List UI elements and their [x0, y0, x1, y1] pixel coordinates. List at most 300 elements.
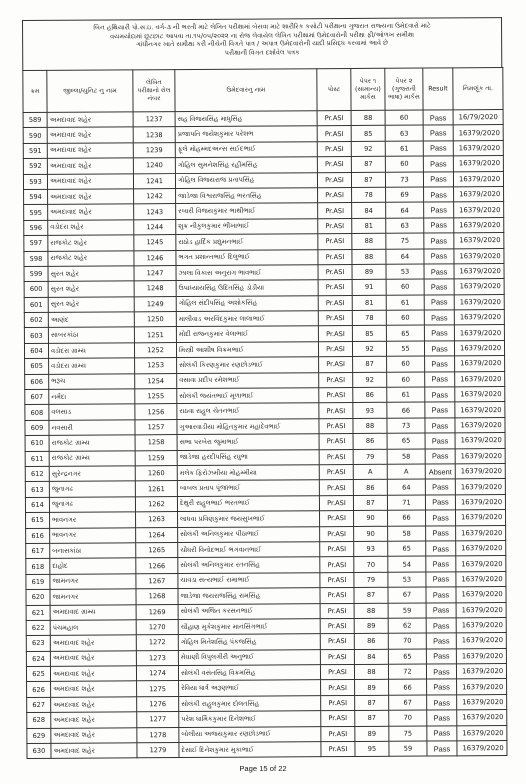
cell-sr: 618: [26, 559, 50, 575]
cell-paper2: 61: [386, 295, 424, 311]
cell-post: Pr.ASI: [320, 557, 354, 573]
cell-post: Pr.ASI: [320, 649, 354, 665]
table-body: [23, 110, 507, 759]
cell-paper2: 64: [386, 202, 424, 218]
column-header-district: જીલ્લા/યુનિટ નુ નામ: [47, 70, 133, 113]
cell-date: 16379/2020: [455, 448, 505, 464]
cell-district: સુરત શહેર: [48, 266, 134, 282]
cell-date: 16379/2020: [454, 294, 504, 310]
cell-date: 16379/2020: [454, 263, 504, 279]
cell-name: ચૌધરી વિનોદભાઈ ભગવાનભાઈ: [178, 542, 320, 558]
cell-roll: 1248: [134, 281, 176, 297]
cell-result: Pass: [424, 187, 454, 203]
cell-paper2: 60: [387, 356, 425, 372]
cell-district: અમદાવાદ શહેર: [48, 189, 134, 205]
cell-post: Pr.ASI: [318, 203, 352, 219]
cell-district: ભાવનગર: [50, 527, 136, 543]
cell-paper1: 86: [353, 433, 387, 449]
cell-paper2: 58: [388, 526, 426, 542]
cell-post: Pr.ASI: [320, 588, 354, 604]
cell-paper1: 86: [354, 634, 388, 650]
cell-sr: 619: [26, 574, 50, 590]
cell-date: 16379/2020: [456, 571, 506, 587]
cell-post: Pr.ASI: [319, 464, 353, 480]
cell-post: Pr.ASI: [318, 311, 352, 327]
cell-paper2: 72: [388, 664, 426, 680]
cell-date: 16379/2020: [454, 248, 504, 264]
cell-district: ભરૂચ: [49, 373, 135, 389]
cell-name: પરેશ ધાર્મિકકુમાર દિનેશભાઈ: [179, 711, 321, 727]
cell-name: જાડેજા વિશ્વરાજસિંહ ભરતસિંહ: [176, 188, 318, 204]
cell-date: 16379/2020: [454, 233, 504, 249]
header-line: ગાંધીનગર ખાતે સમીક્ષા કરી નીચેની વિગતે પાત્ર / અપાત્ર ઉમેદવારોની યાદી પ્રસિદ્ધ કરવામાં આવે છે: [136, 38, 389, 49]
cell-paper1: 87: [355, 695, 389, 711]
cell-roll: 1239: [133, 142, 175, 158]
cell-result: Pass: [425, 448, 455, 464]
cell-roll: 1265: [136, 542, 178, 558]
cell-date: 16379/2020: [454, 340, 504, 356]
cell-paper2: 60: [387, 372, 425, 388]
cell-paper2: 53: [388, 572, 426, 588]
cell-name: મોદી રાજનકુમાર વેલાભાઈ: [176, 326, 318, 342]
cell-district: સુરત શહેર: [48, 281, 134, 297]
cell-district: પંચમહાલ: [50, 620, 136, 636]
cell-name: સોલંકી જયંતભાઈ મૂળાભાઈ: [177, 388, 319, 404]
cell-roll: 1250: [134, 312, 176, 328]
cell-paper1: 90: [354, 510, 388, 526]
cell-sr: 605: [25, 359, 49, 375]
cell-sr: 629: [27, 728, 51, 744]
cell-district: સુરેન્દ્રનગર: [49, 466, 135, 482]
cell-paper1: 89: [355, 680, 389, 696]
cell-paper2: A: [387, 464, 425, 480]
cell-name: રબારી વિજયકુમાર ભાથીભાઈ: [176, 203, 318, 219]
cell-sr: 616: [26, 528, 50, 544]
cell-paper2: 71: [387, 495, 425, 511]
cell-paper2: 70: [389, 710, 427, 726]
cell-district: અમદાવાદ શહેર: [51, 743, 137, 759]
cell-paper2: 63: [386, 218, 424, 234]
cell-sr: 599: [24, 266, 48, 282]
cell-paper2: 75: [386, 233, 424, 249]
cell-paper1: 85: [352, 326, 386, 342]
cell-post: Pr.ASI: [318, 264, 352, 280]
cell-sr: 592: [23, 159, 47, 175]
cell-roll: 1243: [134, 204, 176, 220]
cell-name: સોલંકી અનિલકુમાર રતનસિંહ: [178, 557, 320, 573]
cell-date: 16379/2020: [456, 587, 506, 603]
cell-result: Pass: [427, 679, 457, 695]
cell-paper1: 95: [355, 741, 389, 757]
cell-paper1: 78: [352, 310, 386, 326]
cell-name: ફૂલે મોહમ્મદઅન્સ સઈદભાઈ: [175, 141, 317, 157]
cell-sr: 594: [24, 189, 48, 205]
cell-name: ભગત પ્રશાન્તભાઈ દિલુભાઈ: [176, 249, 318, 265]
cell-sr: 622: [26, 620, 50, 636]
cell-roll: 1237: [133, 112, 175, 128]
cell-name: સોલંકી અનિલકુમાર પીઠાભાઈ: [178, 526, 320, 542]
cell-name: ચૌહાણ મુકેશકુમાર માનસિંગભાઈ: [178, 619, 320, 635]
cell-paper2: 67: [389, 695, 427, 711]
cell-sr: 591: [23, 143, 47, 159]
cell-paper1: 88: [352, 233, 386, 249]
cell-paper1: 92: [353, 372, 387, 388]
cell-sr: 597: [24, 235, 48, 251]
column-header-roll: લેખિત પરીક્ષાનો રોલ નંબર: [133, 70, 175, 112]
cell-sr: 610: [25, 436, 49, 452]
cell-name: રાઠોડ હાર્દિક પ્રદ્યુમનભાઈ: [176, 234, 318, 250]
cell-district: જુનાગઢ: [49, 497, 135, 513]
cell-date: 16379/2020: [455, 356, 505, 372]
cell-paper1: 87: [353, 357, 387, 373]
cell-post: Pr.ASI: [318, 280, 352, 296]
cell-sr: 625: [26, 666, 50, 682]
cell-date: 16379/2020: [456, 510, 506, 526]
cell-paper1: 79: [354, 572, 388, 588]
cell-post: Pr.ASI: [321, 726, 355, 742]
cell-sr: 604: [24, 343, 48, 359]
cell-post: Pr.ASI: [321, 680, 355, 696]
cell-district: બનાસકાંઠા: [50, 543, 136, 559]
cell-result: Pass: [424, 295, 454, 311]
cell-roll: 1279: [137, 743, 179, 759]
cell-roll: 1249: [134, 296, 176, 312]
cell-paper1: 89: [355, 726, 389, 742]
cell-district: રાજકોટ ગ્રામ્ય: [49, 435, 135, 451]
cell-sr: 627: [27, 697, 51, 713]
cell-roll: 1264: [136, 527, 178, 543]
cell-roll: 1251: [134, 327, 176, 343]
cell-name: સોલંકી વસંતસિંહ વિક્રમસિંહ: [178, 665, 320, 681]
cell-date: 16379/2020: [456, 664, 506, 680]
cell-paper2: 73: [385, 172, 423, 188]
cell-date: 16379/2020: [457, 725, 507, 741]
cell-roll: 1260: [135, 466, 177, 482]
cell-post: Pr.ASI: [320, 572, 354, 588]
cell-sr: 602: [24, 312, 48, 328]
cell-post: Pr.ASI: [317, 141, 351, 157]
cell-roll: 1242: [134, 189, 176, 205]
cell-result: Pass: [424, 310, 454, 326]
cell-result: Pass: [423, 125, 453, 141]
cell-result: Pass: [426, 556, 456, 572]
cell-result: Pass: [424, 325, 454, 341]
cell-result: Pass: [424, 341, 454, 357]
cell-post: Pr.ASI: [320, 541, 354, 557]
cell-paper2: 65: [388, 649, 426, 665]
cell-date: 16379/2020: [453, 125, 503, 141]
cell-sr: 624: [26, 651, 50, 667]
cell-roll: 1275: [137, 681, 179, 697]
cell-result: Pass: [426, 649, 456, 665]
column-header-date: નિમણૂંક તા.: [453, 68, 503, 110]
cell-result: Pass: [424, 264, 454, 280]
cell-name: શુક્ર નીકુલકુમાર ભીખાભાઈ: [176, 218, 318, 234]
cell-roll: 1266: [136, 558, 178, 574]
cell-paper2: 65: [388, 541, 426, 557]
cell-date: 16379/2020: [454, 202, 504, 218]
cell-paper2: 70: [388, 633, 426, 649]
cell-result: Pass: [424, 279, 454, 295]
cell-date: 16379/2020: [455, 433, 505, 449]
cell-date: 16379/2020: [454, 217, 504, 233]
cell-district: વલસાડ: [49, 404, 135, 420]
cell-name: બાબલ પ્રતાપ પૂંજાભાઈ: [177, 480, 319, 496]
cell-paper1: 88: [353, 418, 387, 434]
cell-sr: 601: [24, 297, 48, 313]
cell-name: સોલંકી કિરણકુમાર રણછોડભાઈ: [177, 357, 319, 373]
cell-paper2: 64: [387, 479, 425, 495]
column-header-sr: ક્રમ: [23, 70, 47, 112]
cell-roll: 1246: [134, 250, 176, 266]
cell-district: ભાવનગર: [50, 512, 136, 528]
cell-result: Pass: [425, 402, 455, 418]
cell-result: Pass: [426, 541, 456, 557]
cell-sr: 626: [27, 682, 51, 698]
cell-paper2: 60: [386, 310, 424, 326]
cell-date: 16379/2020: [457, 679, 507, 695]
header-line: પરીક્ષાની વિગત દર્શાવેલ પત્રક: [224, 48, 300, 57]
table-row: [27, 741, 507, 759]
cell-result: Pass: [425, 418, 455, 434]
cell-date: 16379/2020: [453, 156, 503, 172]
cell-name: દેથુરી રાહુલભાઈ ભરતભાઈ: [177, 495, 319, 511]
cell-district: રાજકોટ ગ્રામ્ય: [49, 450, 135, 466]
cell-paper1: 89: [352, 264, 386, 280]
cell-district: રાજકોટ શહેર: [48, 235, 134, 251]
cell-date: 16379/2020: [455, 464, 505, 480]
cell-post: Pr.ASI: [317, 172, 351, 188]
cell-paper2: 60: [385, 156, 423, 172]
cell-sr: 595: [24, 205, 48, 221]
cell-district: અમદાવાદ શહેર: [51, 681, 137, 697]
cell-result: Pass: [424, 248, 454, 264]
cell-district: જુનાગઢ: [49, 481, 135, 497]
cell-paper2: 54: [388, 556, 426, 572]
cell-name: વસાવા પ્રદીપ રમેશભાઈ: [177, 372, 319, 388]
cell-date: 16379/2020: [453, 171, 503, 187]
cell-sr: 611: [25, 451, 49, 467]
cell-result: Pass: [427, 710, 457, 726]
cell-roll: 1272: [136, 635, 178, 651]
cell-sr: 598: [24, 251, 48, 267]
cell-date: 16379/2020: [455, 402, 505, 418]
cell-district: અમદાવાદ શહેર: [50, 635, 136, 651]
cell-roll: 1238: [133, 127, 175, 143]
cell-post: Pr.ASI: [320, 634, 354, 650]
cell-name: ગોહિલ સંદીપસિંહ અશોકસિંહ: [176, 295, 318, 311]
cell-district: સાબરકાંઠા: [48, 327, 134, 343]
cell-date: 16379/2020: [456, 617, 506, 633]
cell-post: Pr.ASI: [317, 126, 351, 142]
cell-paper2: 61: [385, 141, 423, 157]
cell-sr: 609: [25, 420, 49, 436]
cell-paper1: 87: [351, 156, 385, 172]
cell-result: Pass: [425, 372, 455, 388]
cell-sr: 607: [25, 389, 49, 405]
cell-result: Pass: [425, 387, 455, 403]
cell-paper1: 87: [355, 711, 389, 727]
cell-district: અમદાવાદ શહેર: [51, 697, 137, 713]
cell-roll: 1268: [136, 589, 178, 605]
cell-name: ગોહિલ સુમનેશસિંહ રહીમસિંહ: [175, 157, 317, 173]
cell-district: જામનગર: [50, 589, 136, 605]
cell-district: અમદાવાદ શહેર: [47, 173, 133, 189]
cell-paper2: 65: [387, 433, 425, 449]
cell-result: Pass: [424, 202, 454, 218]
cell-name: રાઠવા રાહુલ ચેતનભાઈ: [177, 403, 319, 419]
cell-paper1: 70: [354, 557, 388, 573]
cell-district: વડોદરા ગ્રામ્ય: [49, 358, 135, 374]
cell-sr: 630: [27, 743, 51, 759]
cell-district: દાહોદ: [50, 558, 136, 574]
cell-sr: 590: [23, 128, 47, 144]
cell-district: અમદાવાદ ગ્રામ્ય: [50, 604, 136, 620]
cell-roll: 1263: [136, 512, 178, 528]
cell-roll: 1278: [137, 727, 179, 743]
cell-name: સભા પરબેરા જુમાભાઈ: [177, 434, 319, 450]
cell-paper1: 87: [353, 495, 387, 511]
cell-name: મિસ્ત્રી આશીષ વિક્રમભાઈ: [176, 342, 318, 358]
cell-date: 16379/2020: [457, 710, 507, 726]
cell-paper1: 92: [352, 341, 386, 357]
cell-date: 16379/2020: [456, 648, 506, 664]
cell-post: Pr.ASI: [319, 372, 353, 388]
cell-paper1: 93: [354, 541, 388, 557]
cell-date: 16379/2020: [455, 387, 505, 403]
cell-sr: 600: [24, 282, 48, 298]
cell-paper2: 61: [387, 387, 425, 403]
cell-post: Pr.ASI: [318, 326, 352, 342]
cell-district: અમદાવાદ શહેર: [47, 143, 133, 159]
cell-post: Pr.ASI: [318, 341, 352, 357]
cell-paper2: 59: [389, 741, 427, 757]
cell-result: Pass: [423, 141, 453, 157]
cell-paper1: 92: [351, 141, 385, 157]
results-table: [22, 67, 507, 759]
header-line: બિન હથિયારી પો.સ.ઇ. વર્ગ-૩ ની ભરતી માટે લેખિત પરીક્ષામાં બેસવા માટે શારીરિક કસોટી પરીક્ષાના ગુજરાત રાજ્યના ઉમેદવારો માટે: [93, 21, 431, 32]
cell-roll: 1255: [135, 389, 177, 405]
cell-post: Pr.ASI: [318, 234, 352, 250]
cell-result: Pass: [425, 479, 455, 495]
cell-name: જાડેજા હરદીપસિંહ રઘુભા: [177, 449, 319, 465]
page-number: Page 15 of 22: [239, 764, 287, 773]
cell-post: Pr.ASI: [318, 249, 352, 265]
cell-result: Pass: [425, 495, 455, 511]
cell-name: દેસાઈ દિનેશકુમાર મુકાભાઈ: [179, 742, 321, 758]
cell-roll: 1262: [135, 496, 177, 512]
cell-date: 16379/2020: [456, 540, 506, 556]
cell-sr: 617: [26, 543, 50, 559]
cell-roll: 1274: [136, 666, 178, 682]
column-header-paper1: પેપર ૧ (સામાન્ય) માર્કસ: [351, 68, 385, 110]
cell-result: Pass: [425, 356, 455, 372]
header-line: વયમર્યાદામાં છૂટછાટ આપવા તા.૧૫/૦૫/૨૦૨૨ ના રોજ લેવાયેલ લેખિત પરીક્ષામાં ઉમેદવારોની પરીક્ષા ફી/ઓળખ સમીક્ષા: [110, 30, 415, 41]
cell-paper1: 81: [352, 218, 386, 234]
cell-sr: 620: [26, 589, 50, 605]
cell-sr: 621: [26, 605, 50, 621]
cell-date: 16379/2020: [454, 279, 504, 295]
cell-result: Pass: [423, 156, 453, 172]
cell-paper1: A: [353, 464, 387, 480]
cell-paper1: 86: [353, 480, 387, 496]
cell-name: સોલંકી અજિત કરસનભાઈ: [178, 603, 320, 619]
cell-roll: 1269: [136, 604, 178, 620]
cell-district: નવસારી: [49, 420, 135, 436]
cell-paper2: 73: [387, 418, 425, 434]
cell-date: 16379/2020: [453, 140, 503, 156]
cell-paper1: 88: [352, 249, 386, 265]
cell-date: 16379/2020: [455, 479, 505, 495]
cell-roll: 1244: [134, 219, 176, 235]
cell-sr: 623: [26, 636, 50, 652]
cell-district: અમદાવાદ શહેર: [51, 712, 137, 728]
cell-paper1: 88: [351, 110, 385, 126]
cell-paper2: 58: [387, 449, 425, 465]
cell-roll: 1276: [137, 696, 179, 712]
cell-result: Pass: [426, 510, 456, 526]
cell-roll: 1259: [135, 450, 177, 466]
cell-date: 16379/2020: [455, 417, 505, 433]
cell-paper2: 63: [385, 125, 423, 141]
cell-district: આણંદ: [48, 312, 134, 328]
cell-paper2: 64: [386, 249, 424, 265]
cell-paper2: 67: [388, 587, 426, 603]
cell-sr: 612: [25, 466, 49, 482]
cell-post: Pr.ASI: [319, 418, 353, 434]
cell-paper1: 86: [353, 387, 387, 403]
cell-post: Pr.ASI: [319, 434, 353, 450]
cell-roll: 1247: [134, 265, 176, 281]
cell-result: Pass: [426, 572, 456, 588]
cell-result: Pass: [426, 602, 456, 618]
cell-date: 16379/2020: [456, 525, 506, 541]
cell-paper1: 89: [354, 618, 388, 634]
column-header-post: પોસ્ટ: [317, 68, 351, 110]
cell-roll: 1245: [134, 235, 176, 251]
cell-paper2: 55: [386, 341, 424, 357]
cell-date: 16379/2020: [454, 325, 504, 341]
cell-paper2: 53: [386, 264, 424, 280]
cell-sr: 593: [23, 174, 47, 190]
cell-paper2: 60: [386, 279, 424, 295]
cell-name: સહ વિજયસિંહ માધુસિંહ: [175, 111, 317, 127]
cell-name: જાડેજા જયરાજસિંહ રામસિંહ: [178, 588, 320, 604]
cell-paper2: 69: [386, 187, 424, 203]
cell-name: મલેક ફિરોઝમીયા મોહમ્મીયા: [177, 465, 319, 481]
cell-date: 16379/2020: [454, 187, 504, 203]
cell-name: ગોહિલ વિજયરાજ પ્રતાપસિંહ: [175, 172, 317, 188]
cell-name: ગોહિલ મિતેશસિંહ પંકજસિંહ: [178, 634, 320, 650]
cell-result: Pass: [426, 618, 456, 634]
cell-district: જામનગર: [50, 574, 136, 590]
cell-post: Pr.ASI: [319, 388, 353, 404]
cell-result: Pass: [427, 725, 457, 741]
document-header: [22, 17, 502, 70]
cell-post: Pr.ASI: [317, 110, 351, 126]
cell-name: મેઘાણી વિપુલગીરી અનુભાઈ: [178, 649, 320, 665]
cell-sr: 606: [25, 374, 49, 390]
cell-district: અમદાવાદ શહેર: [47, 127, 133, 143]
cell-post: Pr.ASI: [318, 187, 352, 203]
cell-result: Absent: [425, 464, 455, 480]
cell-roll: 1258: [135, 435, 177, 451]
cell-result: Pass: [423, 110, 453, 126]
cell-paper1: 87: [351, 172, 385, 188]
cell-paper2: 66: [389, 679, 427, 695]
cell-result: Pass: [426, 525, 456, 541]
cell-district: અમદાવાદ શહેર: [50, 666, 136, 682]
